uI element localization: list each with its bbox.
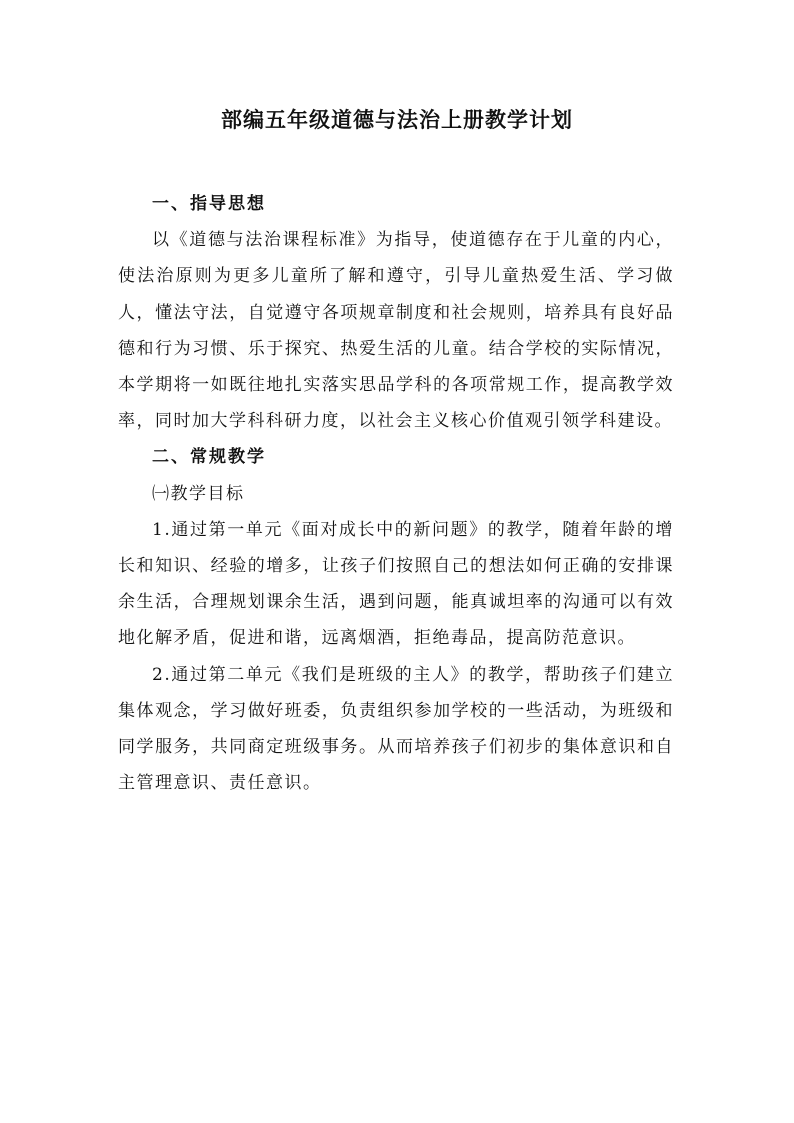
section-heading-guiding-ideology: 一、指导思想 xyxy=(152,194,266,214)
document-body xyxy=(118,186,674,801)
paragraph-guiding-ideology: 以《道德与法治课程标准》为指导，使道德存在于儿童的内心，使法治原则为更多儿童所了解和遵守，引导儿童热爱生活、学习做人，懂法守法，自觉遵守各项规章制度和社会规则，培养具有良好品德和行为习惯、乐于探究、热爱生活的儿童。结合学校的实际情况，本学期将一如既往地扎实落实思品学科的各项常规工作，提高教学效率，同时加大学科科研力度，以社会主义核心价值观引领学科建设。 xyxy=(118,230,674,432)
document-title: 部编五年级道德与法治上册教学计划 xyxy=(221,108,573,132)
paragraph-goal-item-2: 2.通过第二单元《我们是班级的主人》的教学，帮助孩子们建立集体观念，学习做好班委，负责组织参加学校的一些活动，为班级和同学服务，共同商定班级事务。从而培养孩子们初步的集体意识和自主管理意识、责任意识。 xyxy=(118,664,674,794)
section-heading-regular-teaching: 二、常规教学 xyxy=(152,447,266,468)
subheading-teaching-goals: ㈠教学目标 xyxy=(152,483,245,504)
paragraph-goal-item-1: 1.通过第一单元《面对成长中的新问题》的教学，随着年龄的增长和知识、经验的增多，让孩子们按照自己的想法如何正确的安排课余生活，合理规划课余生活，遇到问题，能真诚坦率的沟通可以有效地化解矛盾，促进和谐，远离烟酒，拒绝毒品，提高防范意识。 xyxy=(118,519,674,649)
